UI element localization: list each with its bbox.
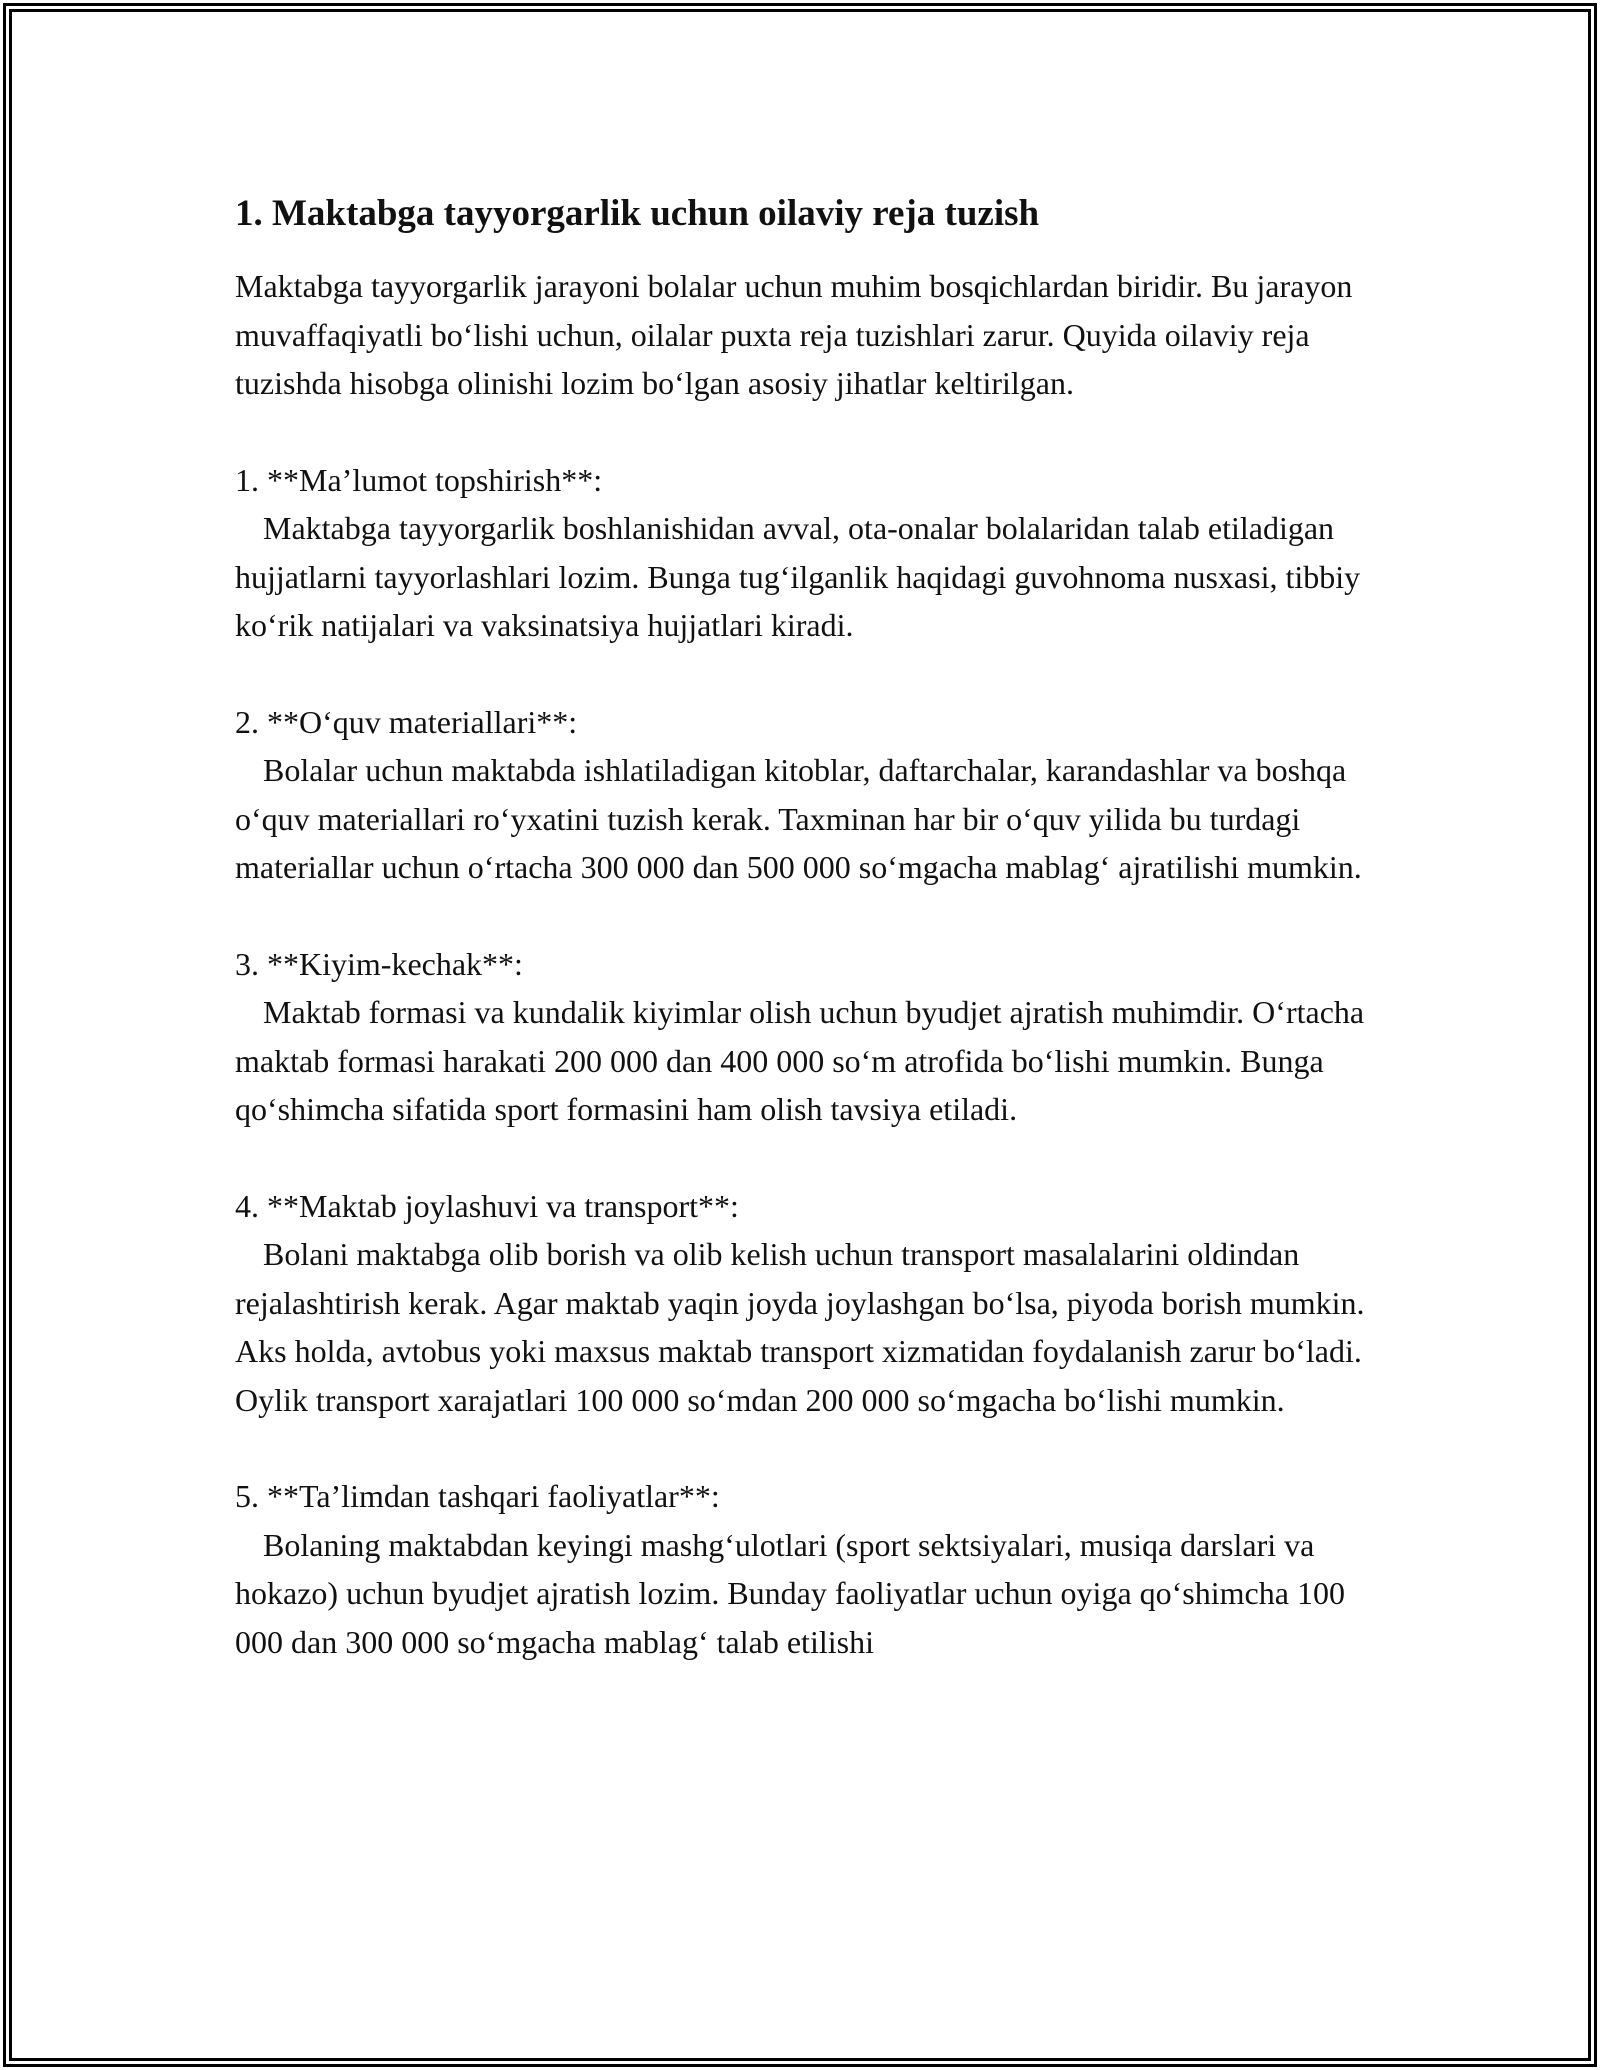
section-body: Maktabga tayyorgarlik boshlanishidan avval, ota-onalar bolalaridan talab etiladigan hujjatlarni tayyorlashlari lozim. Bunga tug‘ilganlik haqidagi guvohnoma nusxasi, tibbiy ko‘rik natijalari va vaksinatsiya hujjatlari kiradi.: [235, 510, 1361, 643]
section-body: Bolaning maktabdan keyingi mashg‘ulotlari (sport sektsiyalari, musiqa darslari va hokazo) uchun byudjet ajratish lozim. Bunday faoliyatlar uchun oyiga qo‘shimcha 100 000 dan 300 000 so‘mgacha mablag‘ talab etilishi: [235, 1526, 1345, 1660]
section-heading: 2. **O‘quv materiallari**:: [235, 703, 578, 740]
section-heading: 1. **Ma’lumot topshirish**:: [235, 461, 603, 498]
section-body: Bolalar uchun maktabda ishlatiladigan kitoblar, daftarchalar, karandashlar va boshqa o‘quv materiallari ro‘yxatini tuzish kerak. Taxminan har bir o‘quv yilida bu turdagi materiallar uchun o‘rtacha 300 000 dan 500 000 so‘mgacha mablag‘ ajratilishi mumkin.: [235, 752, 1362, 885]
intro-paragraph: Maktabga tayyorgarlik jarayoni bolalar uchun muhim bosqichlardan biridir. Bu jarayon muvaffaqiyatli bo‘lishi uchun, oilalar puxta reja tuzishlari zarur. Quyida oilaviy reja tuzishda hisobga olinishi lozim bo‘lgan asosiy jihatlar keltirilgan.: [235, 268, 1353, 401]
section-body: Bolani maktabga olib borish va olib kelish uchun transport masalalarini oldindan rejalashtirish kerak. Agar maktab yaqin joyda joylashgan bo‘lsa, piyoda borish mumkin. Aks holda, avtobus yoki maxsus maktab transport xizmatidan foydalanish zarur bo‘ladi. Oylik transport xarajatlari 100 000 so‘mdan 200 000 so‘mgacha bo‘lishi mumkin.: [235, 1236, 1365, 1418]
section-documents: [235, 456, 1375, 650]
section-heading: 5. **Ta’limdan tashqari faoliyatlar**:: [235, 1478, 720, 1514]
section-study-materials: [235, 698, 1375, 892]
section-body: Maktab formasi va kundalik kiyimlar olish uchun byudjet ajratish muhimdir. O‘rtacha maktab formasi harakati 200 000 dan 400 000 so‘m atrofida bo‘lishi mumkin. Bunga qo‘shimcha sifatida sport formasini ham olish tavsiya etiladi.: [235, 994, 1365, 1127]
section-clothing: [235, 940, 1375, 1134]
section-location-transport: [235, 1182, 1375, 1425]
section-heading: 4. **Maktab joylashuvi va transport**:: [235, 1187, 739, 1224]
section-heading: 3. **Kiyim-kechak**:: [235, 945, 523, 982]
section-extracurricular: [235, 1472, 1375, 1666]
document-title: 1. Maktabga tayyorgarlik uchun oilaviy reja tuzish: [235, 193, 1040, 234]
document-content: [235, 190, 1375, 1714]
